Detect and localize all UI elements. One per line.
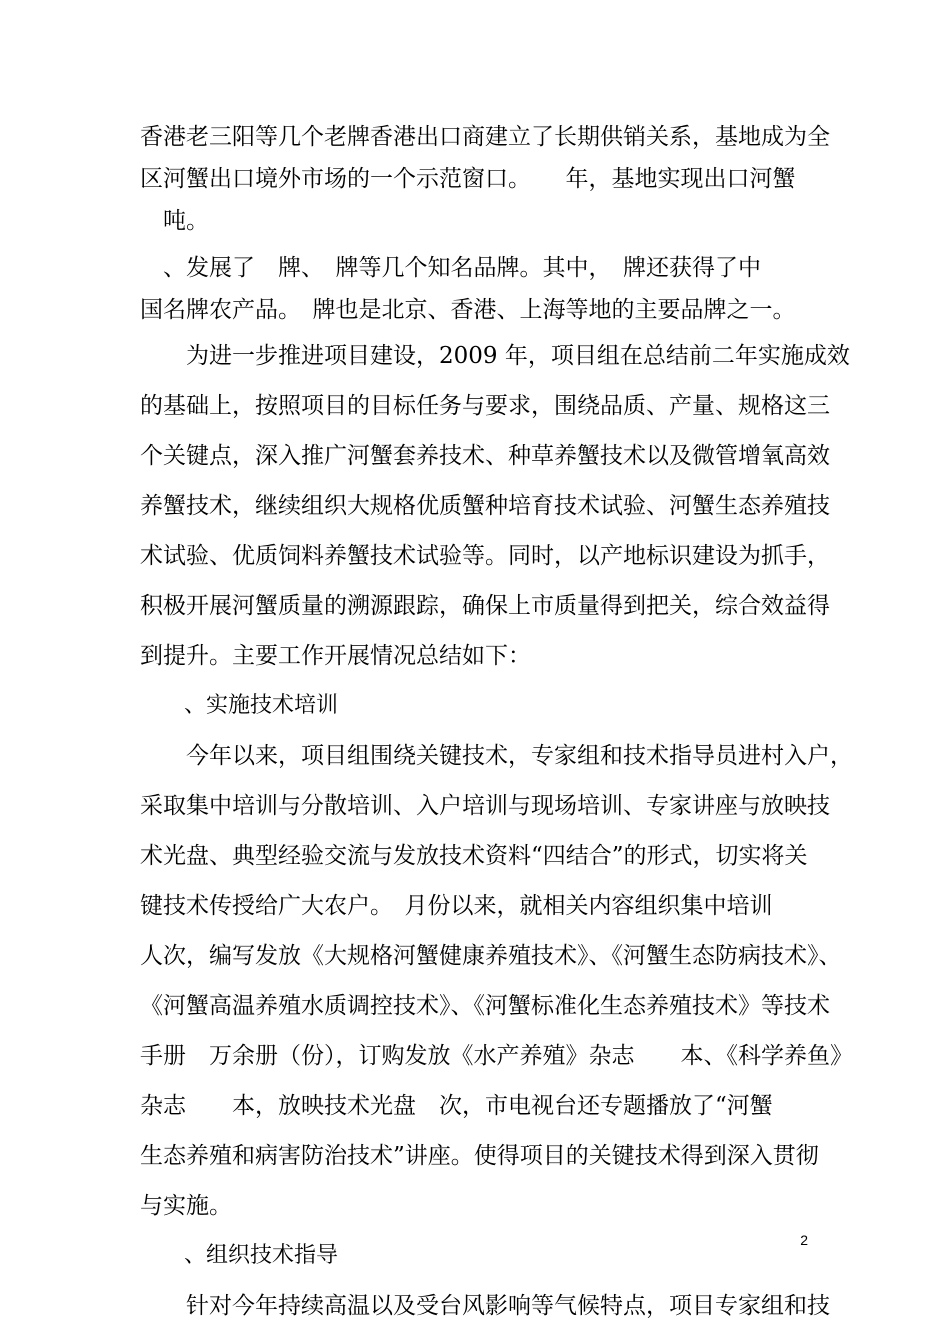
text-line: 与实施。 [140, 1193, 232, 1219]
text-line: 杂志 本，放映技术光盘 次，市电视台还专题播放了“河蟹 [140, 1093, 773, 1119]
text-line: 区河蟹出口境外市场的一个示范窗口。 年，基地实现出口河蟹 [140, 166, 796, 192]
text-line: 术光盘、典型经验交流与发放技术资料“四结合”的形式，切实将关 [140, 843, 808, 869]
text-line: 术试验、优质饲料养蟹技术试验等。同时，以产地标识建设为抓手， [140, 543, 830, 569]
text-line: 养蟹技术，继续组织大规格优质蟹种培育技术试验、河蟹生态养殖技 [140, 493, 830, 519]
section-heading-training: 、实施技术培训 [140, 693, 339, 718]
text-line: 、发展了 牌、 牌等几个知名品牌。其中， 牌还获得了中 [140, 255, 761, 281]
text-line: 人次，编写发放《大规格河蟹健康养殖技术》、《河蟹生态防病技术》、 [140, 943, 842, 969]
text-line: 今年以来，项目组围绕关键技术，专家组和技术指导员进村入户， [140, 743, 853, 769]
section-heading-guidance: 、组织技术指导 [140, 1243, 339, 1268]
page-number: 2 [800, 1232, 808, 1248]
text-line: 为进一步推进项目建设，2009 年，项目组在总结前二年实施成效 [140, 343, 850, 369]
text-line: 个关键点，深入推广河蟹套养技术、种草养蟹技术以及微管增氧高效 [140, 443, 830, 469]
text-line: 采取集中培训与分散培训、入户培训与现场培训、专家讲座与放映技 [140, 793, 830, 819]
text-line: 积极开展河蟹质量的溯源跟踪，确保上市质量得到把关，综合效益得 [140, 593, 830, 619]
text-line: 香港老三阳等几个老牌香港出口商建立了长期供销关系，基地成为全 [140, 124, 830, 150]
text-line: 生态养殖和病害防治技术”讲座。使得项目的关键技术得到深入贯彻 [140, 1143, 819, 1169]
text-line: 吨。 [140, 208, 209, 234]
text-line: 到提升。主要工作开展情况总结如下： [140, 643, 531, 669]
text-line: 《河蟹高温养殖水质调控技术》、《河蟹标准化生态养殖技术》等技术 [140, 993, 830, 1019]
text-line: 针对今年持续高温以及受台风影响等气候特点，项目专家组和技 [140, 1293, 830, 1319]
text-line: 国名牌农产品。 牌也是北京、香港、上海等地的主要品牌之一。 [140, 297, 796, 323]
text-line: 键技术传授给广大农户。 月份以来，就相关内容组织集中培训 [140, 893, 773, 919]
text-line: 的基础上，按照项目的目标任务与要求，围绕品质、产量、规格这三 [140, 393, 830, 419]
text-line: 手册 万余册（份），订购发放《水产养殖》杂志 本、《科学养鱼》 [140, 1043, 853, 1069]
